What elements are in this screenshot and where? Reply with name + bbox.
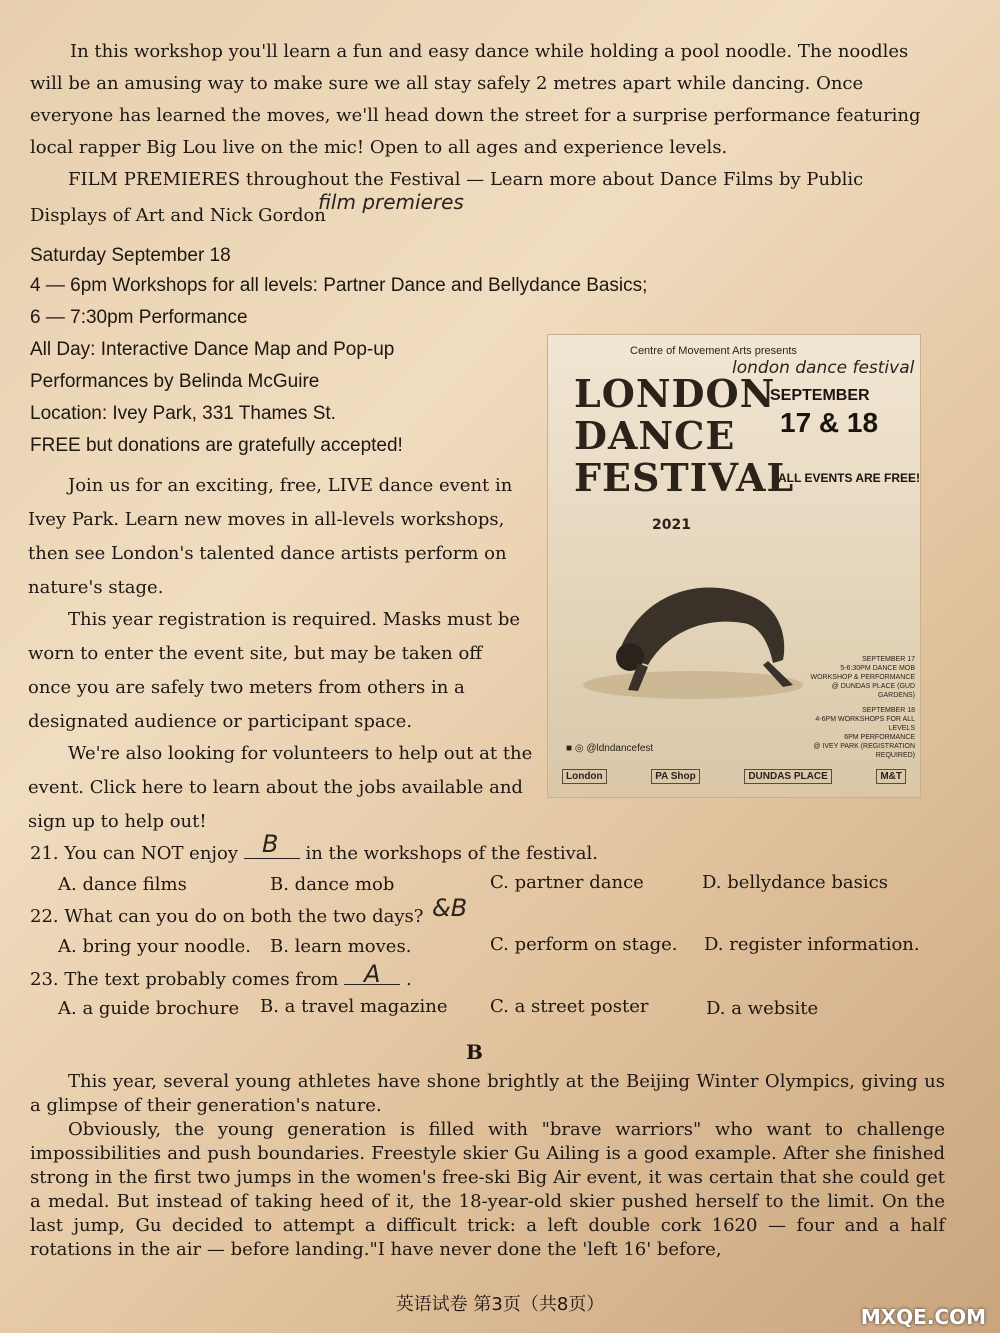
festival-poster xyxy=(548,335,920,797)
question-stem: 21. You can NOT enjoy xyxy=(30,843,239,864)
question-stem: in the workshops of the festival. xyxy=(305,843,599,864)
body-line: then see London's talented dance artists perform on xyxy=(28,543,507,564)
sponsor-logo: London xyxy=(562,769,607,784)
sponsor-logo: DUNDAS PLACE xyxy=(744,769,831,784)
intro-line: In this workshop you'll learn a fun and easy dance while holding a pool noodle. The noodles xyxy=(70,41,909,62)
handwritten-answer: A xyxy=(364,960,381,988)
option-a: A. a guide brochure xyxy=(58,998,240,1019)
poster-social-handle: @ldndancefest xyxy=(586,743,654,754)
option-d: D. register information. xyxy=(704,934,920,955)
option-b: B. a travel magazine xyxy=(260,996,448,1017)
body-line: event. Click here to learn about the jobs available and xyxy=(28,777,523,798)
schedule-line: 4 — 6pm Workshops for all levels: Partner Dance and Bellydance Basics; xyxy=(30,275,648,296)
body-line: This year registration is required. Masks must be xyxy=(68,609,521,630)
poster-fine-line: WORKSHOP & PERFORMANCE xyxy=(810,674,915,681)
question-stem: 23. The text probably comes from xyxy=(30,969,339,990)
question-23 xyxy=(30,968,412,990)
question-stem: 22. What can you do on both the two days? xyxy=(30,906,424,927)
option-b: B. dance mob xyxy=(270,874,395,895)
sponsor-logo: M&T xyxy=(876,769,906,784)
poster-dates: 17 & 18 xyxy=(780,407,879,438)
poster-title-line: DANCE xyxy=(574,413,736,458)
intro-line: local rapper Big Lou live on the mic! Open to all ages and experience levels. xyxy=(30,137,728,158)
poster-month: SEPTEMBER xyxy=(770,387,870,404)
handwritten-note: film premieres xyxy=(318,190,464,214)
poster-fine-line: 4-6PM WORKSHOPS FOR ALL LEVELS xyxy=(815,716,915,732)
body-line: nature's stage. xyxy=(28,577,164,598)
option-a: A. bring your noodle. xyxy=(58,936,252,957)
option-a: A. dance films xyxy=(58,874,187,895)
option-d: D. a website xyxy=(706,998,819,1019)
poster-title-line: LONDON xyxy=(574,371,776,416)
question-stem: . xyxy=(405,969,412,990)
poster-title xyxy=(574,373,794,499)
body-line: Join us for an exciting, free, LIVE dance event in xyxy=(68,475,513,496)
page-footer: 英语试卷 第3页（共8页） xyxy=(395,1294,605,1315)
option-d: D. bellydance basics xyxy=(702,872,888,893)
schedule-line: Location: Ivey Park, 331 Thames St. xyxy=(30,403,336,424)
body-line: Ivey Park. Learn new moves in all-levels workshops, xyxy=(28,509,505,530)
intro-line: FILM PREMIERES throughout the Festival — Learn more about Dance Films by Public xyxy=(68,169,864,190)
option-c: C. a street poster xyxy=(490,996,649,1017)
schedule-line: FREE but donations are gratefully accepted! xyxy=(30,435,403,456)
intro-line: everyone has learned the moves, we'll head down the street for a surprise performance featuring xyxy=(30,105,921,126)
body-line: worn to enter the event site, but may be taken off xyxy=(28,643,483,664)
poster-free-note: ALL EVENTS ARE FREE! xyxy=(778,471,920,485)
intro-line: will be an amusing way to make sure we all stay safely 2 metres apart while dancing. Once xyxy=(30,73,864,94)
option-b: B. learn moves. xyxy=(270,936,412,957)
body-line: sign up to help out! xyxy=(28,811,207,832)
passage-paragraph: Obviously, the young generation is filled with "brave warriors" who want to challenge impossibilities and push boundaries. Freestyle skier Gu Ailing is a good example. After she finished strong in the first two jumps in the women's free-ski Big Air event, it was certain that she could get a medal. But instead of taking heed of it, the 18-year-old skier pushed herself to the limit. On the last jump, Gu decided to attempt a difficult trick: a left double cork 1620 — four and a half rotations in the air — before landing."I have never done the 'left 16' before, xyxy=(30,1119,945,1260)
dancer-image xyxy=(578,535,808,705)
passage-paragraph: This year, several young athletes have shone brightly at the Beijing Winter Olympics, giving us a glimpse of their generation's nature. xyxy=(30,1071,945,1116)
poster-year: 2021 xyxy=(652,517,691,533)
poster-fine-print xyxy=(810,655,915,760)
handwritten-note: london dance festival xyxy=(732,358,915,378)
option-c: C. perform on stage. xyxy=(490,934,678,955)
body-line: once you are safely two meters from others in a xyxy=(28,677,465,698)
option-c: C. partner dance xyxy=(490,872,644,893)
schedule-line: Performances by Belinda McGuire xyxy=(30,371,320,392)
schedule-line: Saturday September 18 xyxy=(30,245,231,266)
poster-fine-line: SEPTEMBER 18 xyxy=(862,707,915,714)
body-line: designated audience or participant space. xyxy=(28,711,413,732)
poster-fine-line: @ IVEY PARK (REGISTRATION REQUIRED) xyxy=(813,743,915,759)
question-21 xyxy=(30,842,598,864)
handwritten-answer: &B xyxy=(432,894,468,922)
poster-presents: Centre of Movement Arts presents xyxy=(630,345,797,357)
site-watermark: MXQE.COM xyxy=(860,1305,986,1329)
instagram-icon: ◎ xyxy=(574,743,584,754)
question-22 xyxy=(30,906,423,927)
poster-fine-line: 5-6:30PM DANCE MOB xyxy=(840,665,915,672)
poster-sponsor-logos xyxy=(562,769,906,784)
schedule-line: All Day: Interactive Dance Map and Pop-up xyxy=(30,339,395,360)
section-heading: B xyxy=(466,1040,483,1064)
poster-title-line: FESTIVAL xyxy=(574,455,795,500)
body-line: We're also looking for volunteers to help out at the xyxy=(68,743,533,764)
intro-line: Displays of Art and Nick Gordon xyxy=(30,205,326,226)
sponsor-logo: PA Shop xyxy=(651,769,700,784)
poster-social xyxy=(566,743,653,754)
poster-fine-line: 6PM PERFORMANCE xyxy=(844,734,915,741)
poster-fine-line: SEPTEMBER 17 xyxy=(862,656,915,663)
poster-fine-line: @ DUNDAS PLACE (GUD GARDENS) xyxy=(831,683,915,699)
schedule-line: 6 — 7:30pm Performance xyxy=(30,307,248,328)
facebook-icon: ■ xyxy=(566,743,573,754)
handwritten-answer: B xyxy=(262,830,279,858)
